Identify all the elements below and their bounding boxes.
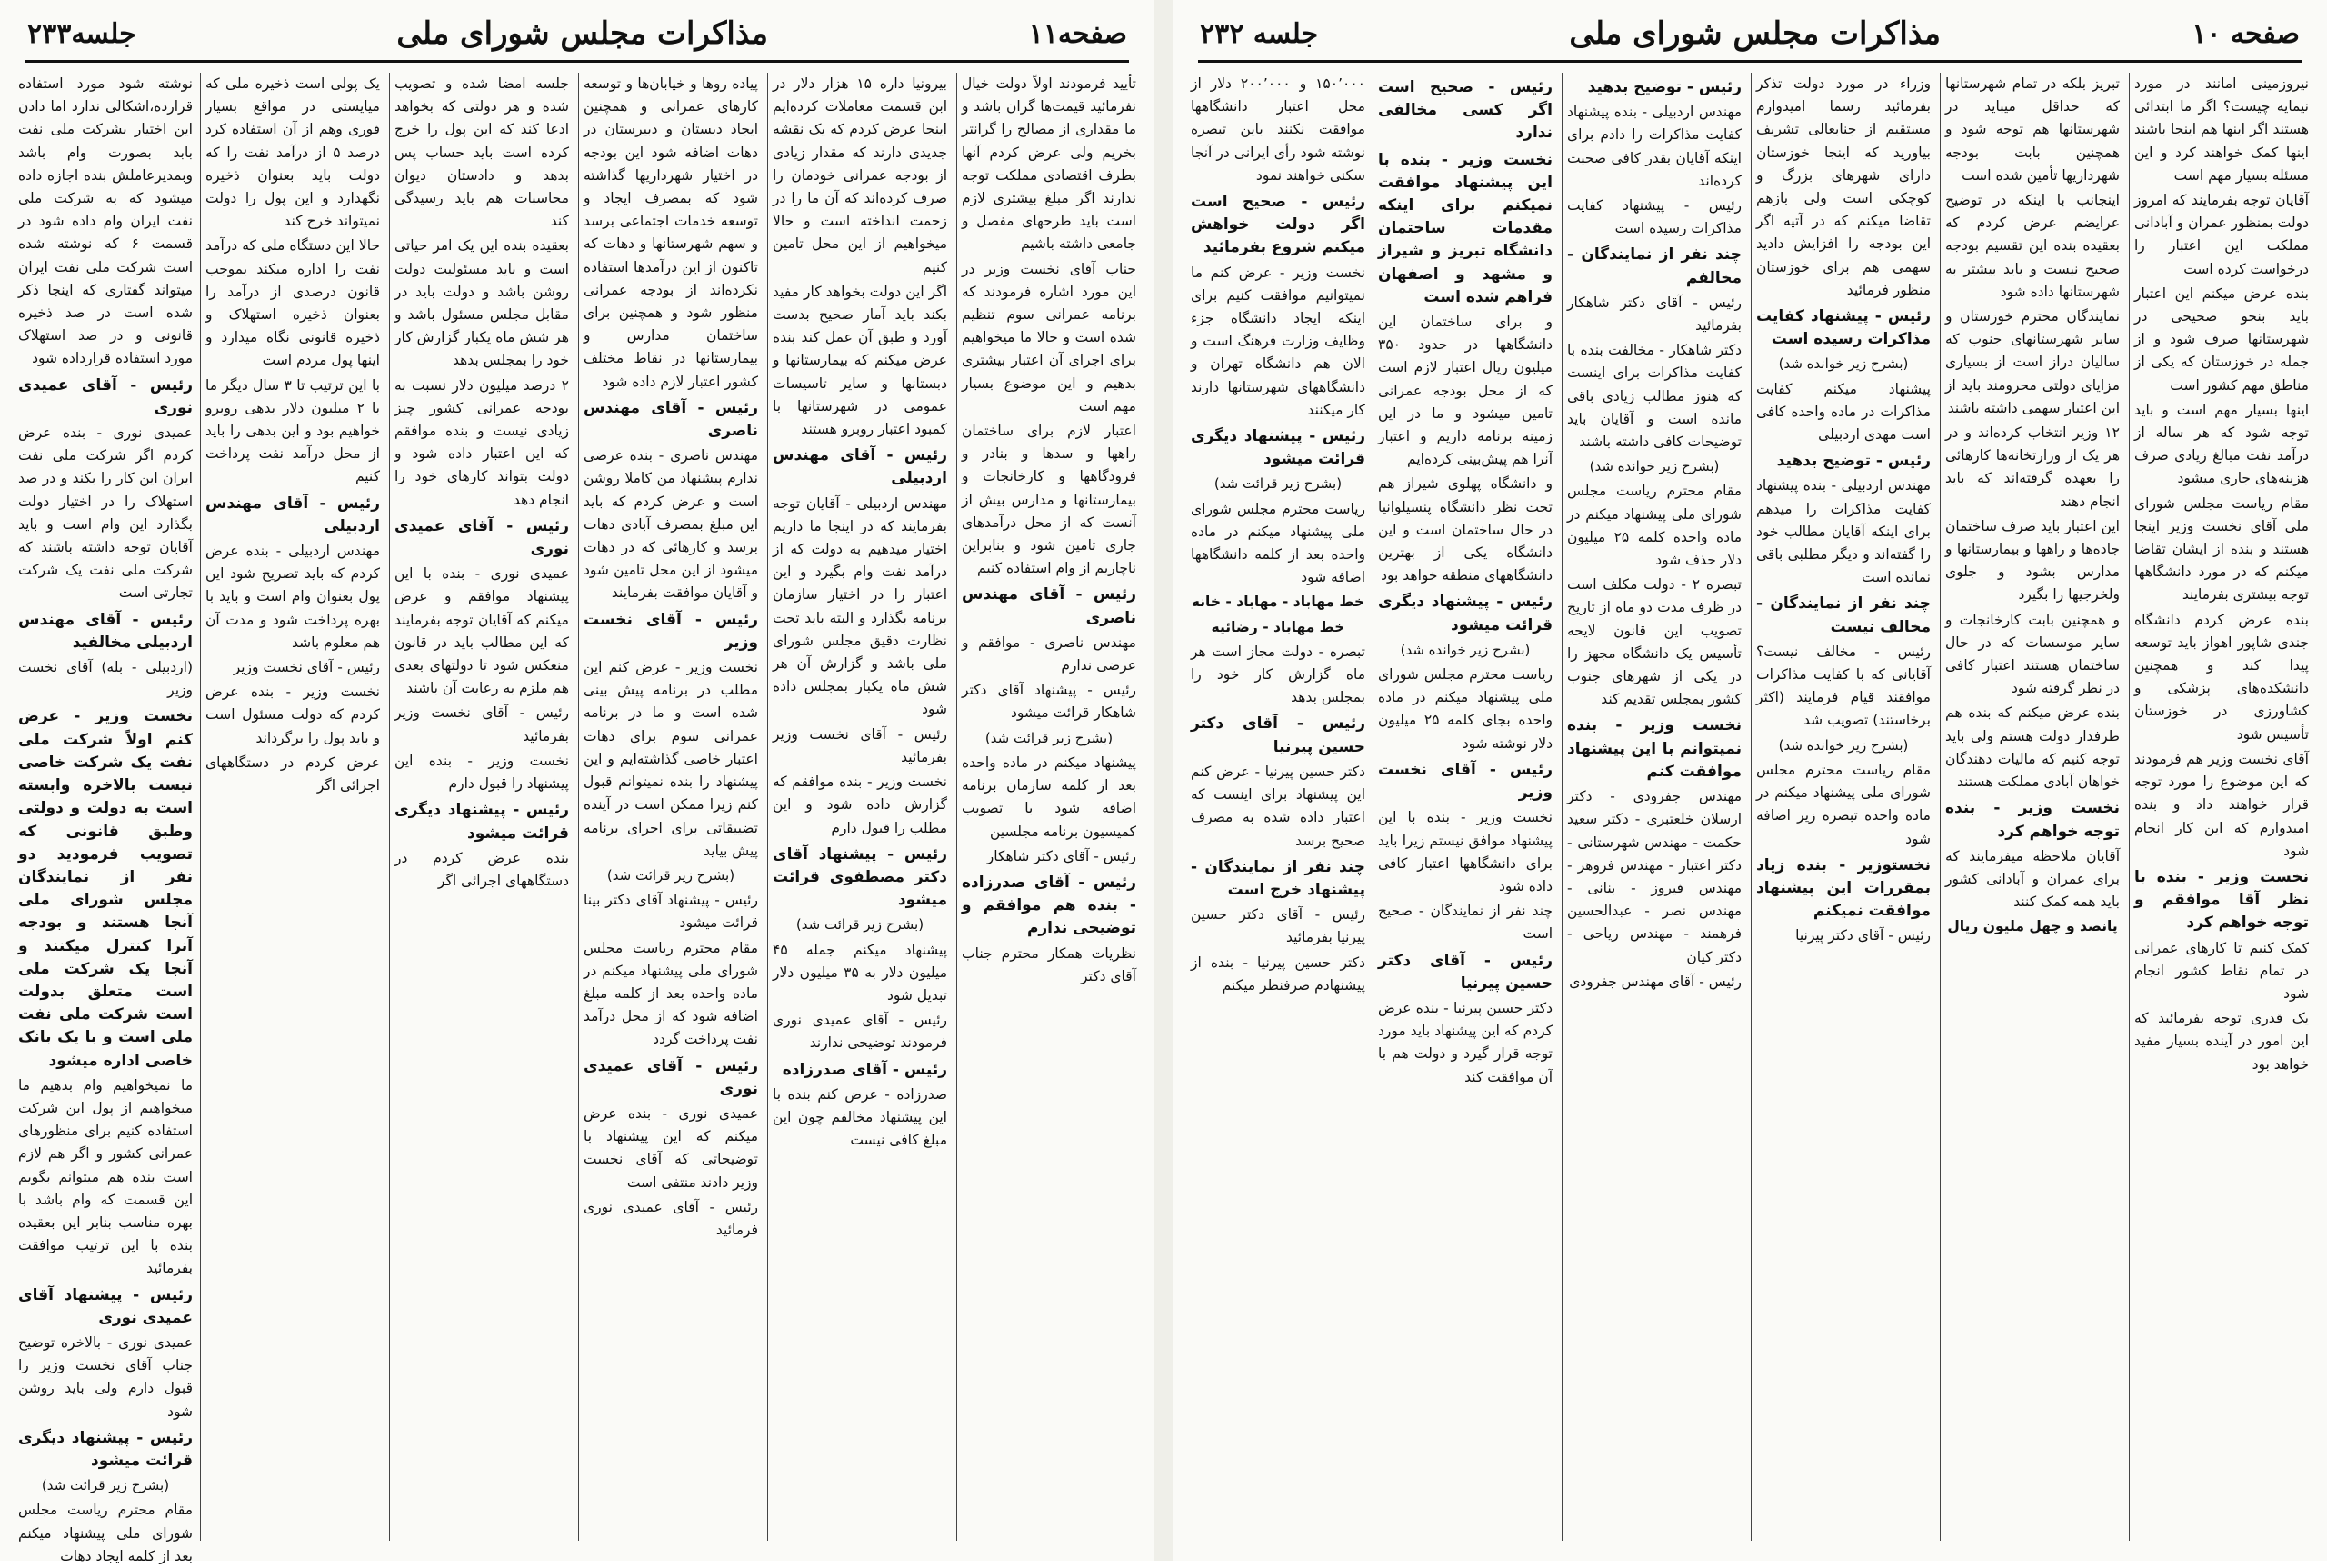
paragraph: اگر این دولت بخواهد کار مفید بکند باید آمار صحیح بدست آورد و طبق آن عمل کند بنده عرض میکنم که بیمارستانها و دبستانها و سایر تاسیسات عمومی در شهرستانها با کمبود اعتبار روبرو هستند — [773, 283, 947, 438]
speaker-heading: رئیس - آقای مهندس اردبیلی — [773, 446, 947, 488]
page-number: صفحه۱۱ — [1028, 17, 1127, 50]
column-rule — [767, 73, 768, 1541]
column-rule — [956, 73, 957, 1541]
paragraph: ۱۵۰٬۰۰۰ و ۲۰۰٬۰۰۰ دلار از محل اعتبار دانشگاهها موافقت نکنند باین تبصره نوشته شود رأی ایرانی در آنجا سکنی خواهند نمود — [1191, 75, 1365, 184]
speaker-heading: رئیس - آقای صدرزاده — [782, 1060, 947, 1079]
paragraph: وزراء در مورد دولت تذکر بفرمائید رسما امیدوارم مستقیم از جنابعالی تشریف بیاورید که اینجا خوزستان دارای شهرهای بزرگ و کوچکی است ولی بازهم تقاضا میکنم که در آتیه اگر این بودجه را افزایش دادید سهمی هم برای خوزستان منظور فرمائید — [1756, 75, 1931, 298]
paragraph: پانصد و چهل ملیون ریال — [1947, 918, 2118, 935]
publication-title: مذاکرات مجلس شورای ملی — [1569, 15, 1941, 52]
paragraph: رئیس - آقای نخست وزیر بفرمائید — [394, 704, 569, 744]
session-number: جلسه۲۳۳ — [27, 17, 136, 50]
right-page — [1173, 0, 2327, 1561]
paragraph: اعتبار لازم برای ساختمان راهها و سدها و بنادر و فرودگاهها و کارخانجات و بیمارستانها و مدارس بیش از آنست که از محل درآمدهای جاری تامین شود و بنابراین ناچاریم از وام استفاده کنیم — [962, 423, 1136, 577]
paragraph: پیشنهاد میکنم جمله ۴۵ میلیون دلار به ۳۵ میلیون دلار تبدیل شود — [773, 941, 947, 1004]
page-gutter — [1154, 0, 1173, 1561]
paragraph: رئیس - آقای نخست وزیر — [233, 659, 380, 676]
paragraph: یک قدری توجه بفرمائید که این امور در آینده بسیار مفید خواهد بود — [2134, 1010, 2309, 1073]
paragraph: رئیس - پیشنهاد آقای دکتر بینا قرائت میشود — [584, 892, 758, 932]
paragraph: مقام محترم ریاست مجلس شورای ملی پیشنهاد میکنم در ماده واحده بعد از کلمه مبلغ اضافه شود که از محل درآمد نفت پرداخت گردد — [584, 939, 758, 1048]
page-number: صفحه ۱۰ — [2192, 17, 2300, 50]
paragraph: رئیس - آقای دکتر حسین پیرنیا بفرمائید — [1191, 906, 1365, 946]
paragraph: عمیدی نوری - بنده عرض کردم اگر شرکت ملی نفت ایران این کار را بکند و در صد استهلاک را در اختیار دولت بگذارد این وام است و باید آقایان توجه داشته باشند که شرکت ملی نفت یک شرکت تجارتی است — [18, 424, 193, 602]
text-column — [1756, 73, 1931, 1545]
reading-note: (بشرح زیر قرائت شد) — [1213, 475, 1343, 493]
text-column — [1567, 73, 1742, 1545]
speaker-heading: رئیس - صحیح است اگر کسی مخالفی ندارد — [1378, 78, 1553, 143]
paragraph: رئیس - آقای دکتر شاهکار — [986, 847, 1136, 864]
speaker-heading: رئیس - پیشنهاد دیگری قرائت میشود — [394, 801, 569, 843]
reading-note: (بشرح زیر خوانده شد) — [1778, 355, 1909, 373]
paragraph: و دانشگاه پهلوی شیراز هم تحت نظر دانشگاه پنسیلوانیا در حال ساختمان است و این دانشگاه یکی از بهترین دانشگاههای منطقه خواهد بود — [1378, 475, 1553, 584]
speaker-heading: رئیس - آقای مهندس اردبیلی مخالفید — [18, 610, 193, 652]
text-column — [18, 73, 193, 1564]
paragraph: عرض کردم در دستگاههای اجرائی اگر — [205, 754, 380, 794]
speaker-heading: رئیس - آقای عمیدی نوری — [18, 375, 193, 417]
paragraph: ۲ درصد میلیون دلار نسبت به بودجه عمرانی کشور چیز زیادی نیست و بنده موافقم که این اعتبار داده شود و دولت بتواند کارهای خود را انجام دهد — [394, 376, 569, 508]
header-rule — [25, 60, 1129, 63]
paragraph: نیروزمینی امانند در مورد نیمایه چیست؟ اگر ما ابتدائی هستند اگر اینها هم اینجا باشند اینها کمک خواهند کرد و این مسئله بسیار مهم است — [2134, 75, 2309, 184]
reading-note: (بشرح زیر خوانده شد) — [1589, 458, 1720, 475]
speaker-heading: رئیس - آقای دکتر حسین پیرنیا — [1191, 714, 1365, 756]
speaker-heading: نخست وزیر - بنده توجه خواهم کرد — [1945, 799, 2120, 841]
paragraph: بعقیده بنده این یک امر حیاتی است و باید مسئولیت دولت روشن باشد و دولت باید در مقابل مجلس مسئول باشد و هر شش ماه یکبار گزارش کار خود را بمجلس بدهد — [394, 237, 569, 369]
paragraph: نمایندگان محترم خوزستان و سایر شهرستانهای جنوب که سالیان دراز است از بسیاری مزایای دولتی محرومند باید از این اعتبار سهمی داشته باشند — [1945, 308, 2120, 416]
paragraph: تبصره ۲ - دولت مکلف است در ظرف مدت دو ماه از تاریخ تصویب این قانون لایحه تأسیس یک دانشگاه مجهز را در یکی از شهرهای جنوب کشور بمجلس تقدیم کند — [1567, 576, 1742, 708]
paragraph: رئیس - آقای مهندس جفرودی — [1569, 973, 1742, 990]
text-column — [394, 73, 569, 1545]
speaker-heading: نخست وزیر - بنده با نظر آقا موافقم و توجه خواهم کرد — [2134, 867, 2309, 933]
paragraph: جلسه امضا شده و تصویب شده و هر دولتی که بخواهد ادعا کند که این پول را خرج کرده است باید حساب پس بدهد و دادستان دیوان محاسبات هم باید رسیدگی کند — [394, 75, 569, 230]
paragraph: آقایان ملاحظه میفرمایند که برای عمران و آبادانی کشور باید همه کمک کنند — [1945, 847, 2120, 911]
text-column — [1945, 73, 2120, 1545]
paragraph: تأیید فرمودند اولاً دولت خیال نفرمائید قیمت‌ها گران باشد و ما مقداری از مصالح را گرانتر بخریم ولی عرض کردم آنها بطرف اقتصادی مملکت توجه ندارند اگر مبلغ بیشتری لازم است باید طرحهای مفصل و جامعی داشته باشیم — [962, 75, 1136, 253]
paragraph: ما نمیخواهیم وام بدهیم ما میخواهیم از پول این شرکت استفاده کنیم برای منظورهای عمرانی کشور و اگر هم لازم است بنده هم میتوانم بگویم این قسمت که وام باشد با بهره مناسب بنابر این بعقیده بنده با این ترتیب موافقت بفرمائید — [18, 1076, 193, 1277]
header-rule — [1198, 60, 2302, 63]
speaker-heading: رئیس - توضیح بدهید — [1776, 452, 1931, 471]
paragraph: مقام محترم ریاست مجلس شورای ملی پیشنهاد میکنم در ماده واحده کلمه ۲۵ میلیون دلار حذف شود — [1567, 483, 1742, 569]
paragraph: مقام محترم ریاست مجلس شورای ملی پیشنهاد میکنم بعد از کلمه ایجاد دهات — [18, 1502, 193, 1564]
speaker-heading: نخست وزیر - بنده نمیتوانم با این پیشنهاد موافقت کنم — [1567, 716, 1742, 781]
paragraph: نوشته شود مورد استفاده قرارده،اشکالی ندارد اما دادن این اختیار بشرکت ملی نفت بابد بصورت وام باشد وبمدیرعاملش بنده اجازه داده میشود که به شرکت ملی نفت ایران وام داده شود در قسمت ۶ که نوشته شده است شرکت ملی نفت ایران میتواند گفتاری که اینجا ذکر شده است در صد ذخیره قانونی و در صد استهلاک مورد استفاده قرارداده شود — [18, 75, 193, 367]
paragraph: دکتر حسین پیرنیا - عرض کنم این پیشنهاد برای اینست که اعتبار داده شده به مصرف صحیح برسد — [1191, 763, 1365, 849]
paragraph: دکتر حسین پیرنیا - بنده از پیشنهادم صرفنظر میکنم — [1191, 954, 1365, 994]
left-page — [0, 0, 1154, 1564]
text-column — [584, 73, 758, 1545]
paragraph: (اردبیلی - بله) آقای نخست وزیر — [18, 659, 193, 699]
column-rule — [200, 73, 201, 1541]
speaker-heading: رئیس - آقای عمیدی نوری — [584, 1056, 758, 1098]
paragraph: نخست وزیر - بنده عرض کردم که دولت مسئول است و باید پول را برگرداند — [205, 684, 380, 746]
paragraph: خط مهاباد - مهاباد - خانه — [1191, 594, 1365, 611]
text-column — [773, 73, 947, 1545]
paragraph: جناب آقای نخست وزیر در این مورد اشاره فرمودند که برنامه عمرانی سوم تنظیم شده است و حالا ما میخواهیم برای اجرای آن اعتبار بیشتری بدهیم و این موضوع بسیار مهم است — [962, 260, 1136, 414]
speaker-heading: نخستوزیر - بنده زیاد بمقررات این پیشنهاد موافقت نمیکنم — [1756, 855, 1931, 921]
text-column — [1378, 73, 1553, 1545]
paragraph: مقام ریاست محترم مجلس شورای ملی پیشنهاد میکنم در ماده واحده تبصره زیر اضافه شود — [1756, 761, 1931, 847]
paragraph: مهندس اردبیلی - بنده پیشنهاد کفایت مذاکرات را میدهم برای اینکه آقایان مطالب خود را گفته‌اند و دیگر مطلبی باقی نمانده است — [1756, 477, 1931, 586]
paragraph: رئیس - پیشنهاد آقای دکتر شاهکار قرائت میشود — [962, 682, 1136, 722]
column-rule — [389, 73, 390, 1541]
paragraph: پیشنهاد میکنم کفایت مذاکرات در ماده واحده کافی است مهدی اردبیلی — [1756, 380, 1931, 444]
column-rule — [1562, 73, 1563, 1541]
paragraph: تبریز بلکه در تمام شهرستانها که حداقل میباید در شهرستانها هم توجه شود و همچنین بابت بودجه شهرداریها تأمین شده است — [1945, 75, 2120, 184]
paragraph: عمیدی نوری - بنده با این پیشنهاد موافقم و عرض میکنم که آقایان توجه بفرمایند که این مطالب باید در قانون منعکس شود تا دولتهای بعدی هم ملزم به رعایت آن باشند — [394, 565, 569, 697]
paragraph: حالا این دستگاه ملی که درآمد نفت را اداره میکند بموجب قانون درصدی از درآمد را بعنوان ذخیره استهلاک و ذخیره قانونی نگاه میدارد و اینها پول مردم است — [205, 237, 380, 369]
paragraph: و برای ساختمان این دانشگاهها در حدود ۳۵۰ میلیون ریال اعتبار لازم است که از محل بودجه عمرانی تامین میشود و ما در این زمینه برنامه داریم و اعتبار آنرا هم پیش‌بینی کرده‌ایم — [1378, 314, 1553, 468]
speaker-heading: رئیس - آقای مهندس ناصری — [962, 585, 1136, 627]
reading-note: (بشرح زیر قرائت شد) — [984, 729, 1114, 746]
column-rule — [1940, 73, 1941, 1541]
speaker-heading: رئیس - پیشنهاد آقای عمیدی نوری — [18, 1285, 193, 1327]
speaker-heading: رئیس - پیشنهاد دیگری قرائت میشود — [1191, 427, 1365, 469]
paragraph: آقایان توجه بفرمایند که امروز دولت بمنظور عمران و آبادانی مملکت این اعتبار را درخواست کرده است — [2134, 192, 2309, 277]
paragraph: رئیس - آقای عمیدی نوری فرمائید — [584, 1198, 758, 1238]
paragraph: خط مهاباد - رضائیه — [1211, 618, 1345, 635]
paragraph: نظریات همکار محترم جناب آقای دکتر — [962, 944, 1136, 984]
paragraph: تبصره - دولت مجاز است هر ماه گزارش کار خود را بمجلس بدهد — [1191, 643, 1365, 706]
paragraph: رئیس - آقای دکتر پیرنیا — [1795, 927, 1931, 944]
paragraph: صدرزاده - عرض کنم بنده با این پیشنهاد مخالفم چون این مبلغ کافی نیست — [773, 1085, 947, 1149]
speaker-heading: رئیس - آقای عمیدی نوری — [394, 516, 569, 559]
paragraph: دکتر شاهکار - مخالفت بنده با کفایت مذاکرات برای اینست که هنوز مطالب زیادی باقی مانده است و آقایان باید توضیحات کافی داشته باشند — [1567, 342, 1742, 451]
paragraph: پیشنهاد میکنم در ماده واحده بعد از کلمه سازمان برنامه اضافه شود با تصویب کمیسیون برنامه مجلسین — [962, 754, 1136, 840]
paragraph: نخست وزیر - بنده موافقم که گزارش داده شود و این مطلب را قبول دارم — [773, 774, 947, 836]
paragraph: اینها بسیار مهم است و باید توجه شود که هر ساله از درآمد نفت مبالغ زیادی صرف هزینه‌های جاری میشود — [2134, 401, 2309, 487]
paragraph: عمیدی نوری - بنده عرض میکنم که این پیشنهاد با توضیحاتی که آقای نخست وزیر دادند منتفی است — [584, 1104, 758, 1191]
paragraph: عمیدی نوری - بالاخره توضیح جناب آقای نخست وزیر را قبول دارم ولی باید روشن شود — [18, 1333, 193, 1420]
paragraph: ریاست محترم مجلس شورای ملی پیشنهاد میکنم در ماده واحده بجای کلمه ۲۵ میلیون دلار نوشته شود — [1378, 666, 1553, 752]
paragraph: رئیس - آقای عمیدی نوری فرمودند توضیحی ندارند — [773, 1012, 947, 1052]
reading-note: (بشرح زیر قرائت شد) — [41, 1477, 170, 1494]
paragraph: نخست وزیر - عرض کنم ما نمیتوانیم موافقت کنیم برای اینکه ایجاد دانشگاه جزء وظایف وزارت فرهنگ است و الان هم دانشگاه تهران و دانشگاههای شهرستانها دارند کار میکنند — [1191, 264, 1365, 418]
paragraph: مهندس اردبیلی - بنده عرض کردم که باید تصریح شود این پول بعنوان وام است و باید با بهره پرداخت شود و مدت آن هم معلوم باشد — [205, 543, 380, 651]
page-header — [27, 9, 1127, 58]
paragraph: رئیس - مخالف نیست؟ آقایانی که با کفایت مذاکرات موافقند قیام فرمایند (اکثر برخاستند) تصویب شد — [1756, 643, 1931, 729]
text-column — [962, 73, 1136, 1545]
paragraph: چند نفر از نمایندگان - صحیح است — [1378, 903, 1553, 943]
speaker-heading: رئیس - توضیح بدهید — [1587, 78, 1742, 96]
paragraph: نخست وزیر - عرض کنم این مطلب در برنامه پیش بینی شده است و ما در برنامه عمرانی سوم برای دهات اعتبار خاصی گذاشته‌ایم و این پیشنهاد را بنده نمیتوانم قبول کنم زیرا ممکن است در آینده تضییقاتی برای اجرای برنامه پیش بیاید — [584, 659, 758, 859]
speaker-heading: چند نفر از نمایندگان - مخالف نیست — [1756, 594, 1931, 636]
paragraph: مهندس ناصری - بنده عرضی ندارم پیشنهاد من کاملا روشن است و عرض کردم که باید این مبلغ بمصرف آبادی دهات برسد و کارهائی که در دهات میشود از این محل تامین شود و آقایان موافقت بفرمایند — [584, 447, 758, 602]
speaker-heading: رئیس - پیشنهاد کفایت مذاکرات رسیده است — [1756, 307, 1931, 349]
paragraph: ریاست محترم مجلس شورای ملی پیشنهاد میکنم در ماده واحده بعد از کلمه دانشگاهها اضافه شود — [1191, 500, 1365, 586]
paragraph: بیرونیا داره ۱۵ هزار دلار در ابن قسمت معاملات کرده‌ایم اینجا عرض کردم که یک نقشه جدیدی دارند که مقدار زیادی از بودجه عمرانی خودمان را صرف کرده‌اند که آن ما را در زحمت انداخته است و حالا میخواهیم از این محل تامین کنیم — [773, 75, 947, 275]
paragraph: مهندس ناصری - موافقم و عرضی ندارم — [962, 634, 1136, 674]
speaker-heading: چند نفر از نمایندگان - مخالفم — [1567, 245, 1742, 287]
speaker-heading: رئیس - پیشنهاد دیگری قرائت میشود — [1378, 593, 1553, 634]
paragraph: بنده عرض کردم در دستگاههای اجرائی اگر — [394, 849, 569, 889]
paragraph: نخست وزیر - بنده با این پیشنهاد موافق نیستم زیرا باید برای دانشگاهها اعتبار کافی داده شود — [1378, 809, 1553, 894]
speaker-heading: رئیس - آقای نخست وزیر — [1378, 760, 1553, 803]
paragraph: رئیس - آقای دکتر شاهکار بفرمائید — [1567, 294, 1742, 335]
reading-note: (بشرح زیر قرائت شد) — [606, 866, 735, 884]
speaker-heading: رئیس - آقای دکتر حسین پیرنیا — [1378, 951, 1553, 993]
reading-note: (بشرح زیر خوانده شد) — [1778, 736, 1909, 754]
speaker-heading: چند نفر از نمایندگان - پیشنهاد خرج است — [1191, 857, 1365, 899]
paragraph: مهندس اردبیلی - بنده پیشنهاد کفایت مذاکرات را دادم برای اینکه آقایان بقدر کافی صحبت کرده‌اند — [1567, 104, 1742, 189]
paragraph: با این ترتیب تا ۳ سال دیگر ما با ۲ میلیون دلار بدهی روبرو خواهیم بود و این بدهی را باید از محل درآمد نفت پرداخت کنیم — [205, 376, 380, 485]
speaker-heading: رئیس - آقای نخست وزیر — [584, 610, 758, 652]
paragraph: یک پولی است ذخیره ملی که میایستی در مواقع بسیار فوری وهم از آن استفاده کرد درصد ۵ از درآمد نفت را که دولت باید بعنوان ذخیره نگهدارد و این پول را دولت نمیتواند خرج کند — [205, 75, 380, 230]
column-rule — [578, 73, 579, 1541]
text-column — [2134, 73, 2309, 1545]
speaker-heading: رئیس - صحیح است اگر دولت خواهش میکنم شروع بفرمائید — [1191, 193, 1365, 257]
paragraph: مهندس جفرودی - دکتر ارسلان خلعتبری - دکتر سعید حکمت - مهندس شهرستانی - دکتر اعتبار - مهندس فروهر - مهندس فیروز - بنانی - مهندس نصر - عبدالحسین فرهمند - مهندس ریاحی - دکتر کیان — [1567, 788, 1742, 965]
paragraph: بنده عرض میکنم این اعتبار باید بنحو صحیحی در شهرستانها صرف شود و از جمله در خوزستان که یکی از مناطق مهم کشور است — [2134, 285, 2309, 394]
speaker-heading: نخست وزیر - بنده با این پیشنهاد موافقت نمیکنم برای اینکه مقدمات ساختمان دانشگاه تبریز و شیراز و مشهد و اصفهان فراهم شده است — [1378, 150, 1553, 306]
reading-note: (بشرح زیر قرائت شد) — [795, 916, 924, 934]
speaker-heading: رئیس - پیشنهاد آقای دکتر مصطفوی قرائت میشود — [773, 844, 947, 910]
paragraph: آقای نخست وزیر هم فرمودند که این موضوع را مورد توجه قرار خواهند داد و بنده امیدوارم که این کار انجام شود — [2134, 750, 2309, 859]
page-header — [1200, 9, 2300, 58]
speaker-heading: نخست وزیر - عرض کنم اولاً شرکت ملی نفت یک شرکت خاصی نیست بالاخره وابسته است به دولت و دولتی وطبق قانونی که تصویب فرمودید دو نفر از نمایندگان مجلس شورای ملی آنجا هستند و بودجه آنرا کنترل میکنند و آنجا یک شرکت ملی است متعلق بدولت است شرکت ملی نفت ملی است و با یک بانک خاصی اداره میشود — [18, 707, 193, 1070]
paragraph: و همچنین بابت کارخانجات و سایر موسسات که در حال ساختمان هستند اعتبار کافی در نظر گرفته شود — [1945, 611, 2120, 697]
paragraph: بنده عرض کردم دانشگاه جندی شاپور اهواز باید توسعه پیدا کند و همچنین دانشکده‌های پزشکی و کشاورزی در خوزستان تأسیس شود — [2134, 611, 2309, 743]
speaker-heading: رئیس - آقای مهندس ناصری — [584, 398, 758, 441]
text-column — [205, 73, 380, 1545]
paragraph: این اعتبار باید صرف ساختمان جاده‌ها و راهها و بیمارستانها و مدارس بشود و جلوی ولخرجیها را بگیرد — [1945, 517, 2120, 604]
paragraph: پیاده روها و خیابان‌ها و توسعه کارهای عمرانی و همچنین ایجاد دبستان و دبیرستان در دهات اضافه شود این بودجه در اختیار شهرداریها گذاشته شود که بمصرف ایجاد و توسعه خدمات اجتماعی برسد و سهم شهرستانها و دهات که تاکنون از این درآمدها استفاده نکرده‌اند از بودجه عمرانی منظور شود و همچنین برای ساختمان مدارس و بیمارستانها در نقاط مختلف کشور اعتبار لازم داده شود — [584, 75, 758, 390]
text-column — [1191, 73, 1365, 1545]
paragraph: بنده عرض میکنم که بنده هم طرفدار دولت هستم ولی باید توجه کنیم که مالیات دهندگان خواهان آبادی مملکت هستند — [1945, 704, 2120, 791]
paragraph: ۱۲ وزیر انتخاب کرده‌اند و در هر یک از وزارتخانه‌ها کارهائی را بعهده گرفته‌اند که باید انجام دهند — [1945, 424, 2120, 510]
column-rule — [1751, 73, 1752, 1541]
paragraph: مقام ریاست مجلس شورای ملی آقای نخست وزیر اینجا هستند و بنده از ایشان تقاضا میکنم که در مورد دانشگاهها توجه بیشتری بفرمایند — [2134, 494, 2309, 604]
paragraph: نخست وزیر - بنده این پیشنهاد را قبول دارم — [394, 752, 569, 793]
paragraph: رئیس - پیشنهاد کفایت مذاکرات رسیده است — [1567, 197, 1742, 237]
column-rule — [2129, 73, 2130, 1541]
speaker-heading: رئیس - آقای مهندس اردبیلی — [205, 494, 380, 535]
reading-note: (بشرح زیر خوانده شد) — [1400, 641, 1531, 658]
paragraph: مهندس اردبیلی - آقایان توجه بفرمایند که در اینجا ما داریم اختیار میدهیم به دولت که از درآمد نفت وام بگیرد و این اعتبار را در اختیار سازمان برنامه بگذارد و البته باید تحت نظارت دقیق مجلس شورای ملی باشد و گزارش آن هر شش ماه یکبار بمجلس داده شود — [773, 494, 947, 718]
speaker-heading: رئیس - پیشنهاد دیگری قرائت میشود — [18, 1428, 193, 1470]
publication-title: مذاکرات مجلس شورای ملی — [396, 15, 768, 52]
paragraph: اینجانب با اینکه در توضیح عرایضم عرض کردم که بعقیده بنده این تقسیم بودجه صحیح نیست و باید بیشتر به شهرستانها داده شود — [1945, 192, 2120, 300]
paragraph: دکتر حسین پیرنیا - بنده عرض کردم که این پیشنهاد باید مورد توجه قرار گیرد و دولت هم با آن موافقت کند — [1378, 999, 1553, 1085]
speaker-heading: رئیس - آقای صدرزاده - بنده هم موافقم و توضیحی ندارم — [962, 873, 1136, 938]
session-number: جلسه ۲۳۲ — [1200, 17, 1319, 50]
paragraph: کمک کنیم تا کارهای عمرانی در تمام نقاط کشور انجام شود — [2134, 939, 2309, 1002]
paragraph: رئیس - آقای نخست وزیر بفرمائید — [773, 725, 947, 765]
